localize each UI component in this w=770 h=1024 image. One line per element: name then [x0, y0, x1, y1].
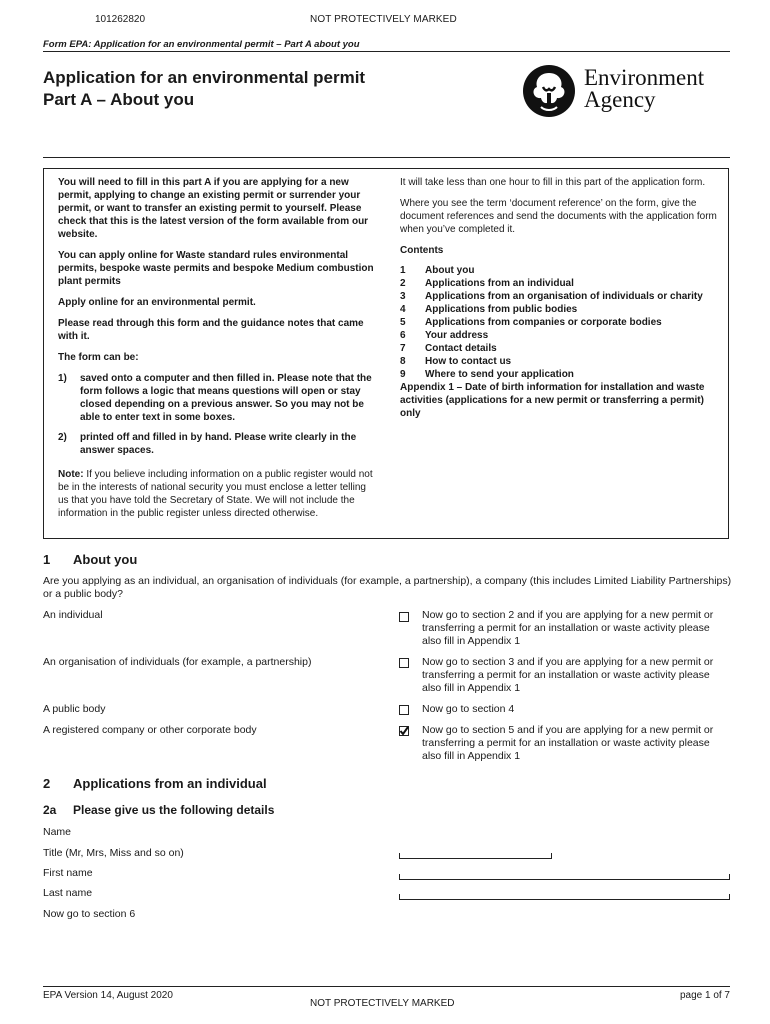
last-name-label: Last name: [43, 887, 93, 899]
section-2a-heading: [43, 803, 274, 817]
protective-marking-bottom: NOT PROTECTIVELY MARKED: [310, 998, 455, 1009]
logo-line2: Agency: [584, 87, 656, 112]
intro-paragraph: You can apply online for Waste standard rules environmental permits, bespoke waste permits and bespoke Medium combustion plant permits: [58, 250, 374, 287]
protective-marking-top: NOT PROTECTIVELY MARKED: [310, 14, 457, 25]
security-note: [58, 468, 378, 520]
contents-item-number: 6: [400, 330, 406, 341]
option-note: Now go to section 4: [422, 703, 515, 715]
item-number: 1): [58, 373, 67, 384]
contents-item[interactable]: [400, 329, 722, 342]
contents-item-number: 9: [400, 369, 406, 380]
contents-item-number: 1: [400, 265, 406, 276]
contents-list: [400, 264, 722, 381]
checkbox-company[interactable]: [399, 726, 409, 736]
option-label-organisation: An organisation of individuals (for example, a partnership): [43, 656, 312, 668]
contents-item-label: Your address: [425, 330, 489, 341]
option-note: Now go to section 2 and if you are applying for a new permit or transferring a permit for an installation or waste activity please also fill in Appendix 1: [422, 609, 714, 647]
section-number: 1: [43, 552, 51, 567]
item-number: 2): [58, 432, 67, 443]
intro-right-column: [400, 176, 722, 420]
tree-emblem-icon: [521, 63, 577, 119]
option-label-public-body: A public body: [43, 703, 106, 715]
applicant-type-question: Are you applying as an individual, an organisation of individuals (for example, a partnership), a company (this includes Limited Liability Partnerships) or a public body?: [43, 575, 732, 600]
contents-item[interactable]: [400, 368, 722, 381]
contents-item-label: Applications from public bodies: [425, 304, 578, 315]
title-divider: [43, 157, 730, 158]
page-number: page 1 of 7: [679, 990, 730, 1001]
section-1-heading: [43, 552, 137, 567]
first-name-input[interactable]: [399, 874, 730, 880]
contents-item-label: Applications from an organisation of individuals or charity: [425, 291, 703, 302]
form-option-item: [58, 431, 378, 457]
contents-appendix-item[interactable]: Appendix 1 – Date of birth information for installation and waste activities (applications for a new permit or transferring a permit) only: [400, 382, 705, 419]
document-reference: 101262820: [95, 14, 146, 25]
environment-agency-logo: [521, 63, 733, 119]
section-2-heading: [43, 776, 267, 791]
apply-online-link[interactable]: Apply online for an environmental permit.: [58, 297, 256, 308]
intro-left-column: [58, 176, 378, 528]
option-note: Now go to section 5 and if you are applying for a new permit or transferring a permit for an installation or waste activity please also fill in Appendix 1: [422, 724, 714, 762]
form-version: EPA Version 14, August 2020: [43, 990, 173, 1001]
form-option-item: [58, 372, 378, 424]
contents-item[interactable]: [400, 303, 722, 316]
contents-item-label: Applications from an individual: [425, 278, 574, 289]
contents-item-number: 7: [400, 343, 406, 354]
item-text: printed off and filled in by hand. Please write clearly in the answer spaces.: [80, 432, 357, 456]
contents-item-number: 8: [400, 356, 406, 367]
contents-item[interactable]: [400, 342, 722, 355]
name-label: Name: [43, 826, 72, 838]
contents-item-number: 5: [400, 317, 406, 328]
go-to-section-6: Now go to section 6: [43, 908, 136, 920]
logo-wordmark: [584, 67, 704, 111]
form-running-title: Form EPA: Application for an environmental permit – Part A about you: [43, 39, 360, 50]
page-title-line2: Part A – About you: [43, 90, 195, 109]
header-divider: [43, 51, 730, 52]
last-name-input[interactable]: [399, 894, 730, 900]
contents-item-label: How to contact us: [425, 356, 512, 367]
contents-item-label: About you: [425, 265, 475, 276]
subsection-number: 2a: [43, 803, 57, 817]
page-title: [43, 67, 365, 111]
contents-item[interactable]: [400, 290, 722, 303]
contents-item-label: Applications from companies or corporate bodies: [425, 317, 662, 328]
intro-paragraph: Please read through this form and the guidance notes that came with it.: [58, 318, 364, 342]
contents-item[interactable]: [400, 316, 722, 329]
item-text: saved onto a computer and then filled in. Please note that the form follows a logic that means questions will open or stay closed depending on a previous answer. So you may not be able to enter text in some boxes.: [80, 373, 372, 423]
title-input[interactable]: [399, 853, 552, 859]
note-text: If you believe including information on a public register would not be in the interests of national security you must enclose a letter telling us that you have told the Secretary of State. We will not include the information in the public register unless directed otherwise.: [58, 469, 373, 519]
contents-item-number: 3: [400, 291, 406, 302]
option-label-company: A registered company or other corporate body: [43, 724, 257, 736]
section-number: 2: [43, 776, 51, 791]
contents-heading: Contents: [400, 245, 444, 256]
logo-line1: Environment: [584, 65, 705, 90]
subsection-title: Please give us the following details: [73, 803, 275, 817]
option-note: Now go to section 3 and if you are applying for a new permit or transferring a permit for an installation or waste activity please also fill in Appendix 1: [422, 656, 714, 694]
contents-item[interactable]: [400, 277, 722, 290]
intro-paragraph: The form can be:: [58, 352, 139, 363]
note-label: Note:: [58, 469, 84, 480]
contents-item[interactable]: [400, 264, 722, 277]
section-title: About you: [73, 552, 138, 567]
contents-item-number: 2: [400, 278, 406, 289]
intro-paragraph: It will take less than one hour to fill in this part of the application form.: [400, 177, 706, 188]
intro-paragraph: Where you see the term ‘document reference’ on the form, give the document references and send the documents with the application form when you’ve completed it.: [400, 198, 717, 235]
contents-item-label: Where to send your application: [425, 369, 574, 380]
page-title-line1: Application for an environmental permit: [43, 68, 366, 87]
checkbox-individual[interactable]: [399, 612, 409, 622]
contents-item-label: Contact details: [425, 343, 497, 354]
contents-item[interactable]: [400, 355, 722, 368]
intro-paragraph: You will need to fill in this part A if you are applying for a new permit, applying to change an existing permit or surrender your permit, or want to transfer an existing permit to yourself. Please check that this is the latest version of the form available from our website.: [58, 177, 369, 240]
checkmark-icon: [399, 726, 409, 736]
option-label-individual: An individual: [43, 609, 103, 621]
checkbox-public-body[interactable]: [399, 705, 409, 715]
contents-item-number: 4: [400, 304, 406, 315]
checkbox-organisation[interactable]: [399, 658, 409, 668]
first-name-label: First name: [43, 867, 93, 879]
title-label: Title (Mr, Mrs, Miss and so on): [43, 847, 184, 859]
section-title: Applications from an individual: [73, 776, 267, 791]
footer-divider: [43, 986, 730, 987]
